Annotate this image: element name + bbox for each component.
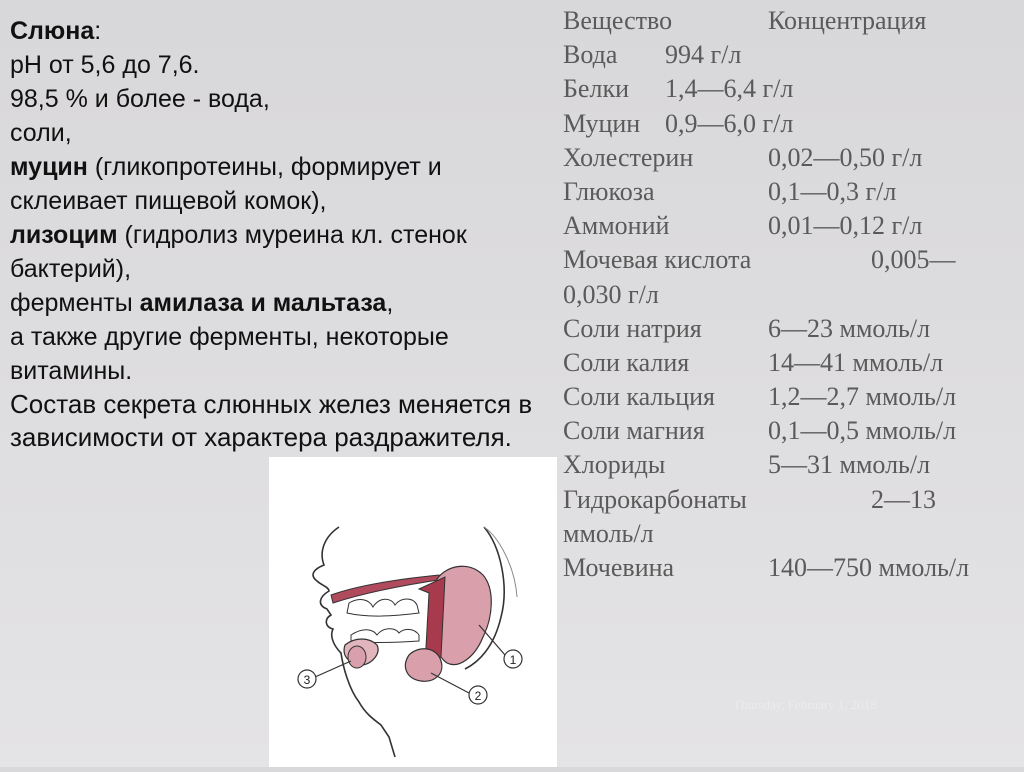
substance-concentration: 140—750 ммоль/л — [768, 553, 970, 582]
ph-line: pH от 5,6 до 7,6. — [10, 51, 200, 79]
substance-name: Хлориды — [563, 450, 666, 480]
header-concentration: Концентрация — [768, 6, 927, 35]
table-row — [563, 38, 1018, 72]
substance-concentration: 14—41 ммоль/л — [768, 347, 944, 377]
substance-name: Мочевая кислота — [563, 245, 752, 275]
lysozyme-term: лизоцим — [10, 221, 118, 249]
substance-concentration: 1,2—2,7 ммоль/л — [768, 382, 957, 412]
substance-concentration: 0,02—0,50 г/л — [768, 142, 923, 172]
upper-teeth — [347, 599, 419, 616]
substance-concentration: 0,01—0,12 г/л — [768, 211, 923, 241]
table-header — [563, 4, 1018, 38]
salivary-glands-figure — [269, 457, 557, 767]
mucin-term: муцин — [10, 153, 88, 181]
substance-name: Мочевина — [563, 553, 675, 582]
callout-line-1 — [479, 625, 505, 655]
enzymes-line — [10, 286, 558, 320]
sublingual-gland-lobe — [348, 646, 366, 668]
substance-name: Соли кальция — [563, 382, 716, 412]
enzymes-end: , — [386, 289, 394, 317]
title-colon: : — [94, 17, 102, 45]
substance-name: Белки — [563, 74, 629, 104]
substance-name: Аммоний — [563, 211, 670, 241]
callout-line-2 — [431, 673, 469, 693]
saliva-composition-table — [563, 4, 1018, 585]
mucin-line — [10, 150, 558, 218]
substance-name: ммоль/л — [563, 518, 654, 548]
table-row — [563, 243, 1018, 277]
title-line — [10, 14, 558, 48]
mucin-text: (гликопротеины, формирует и склеивает пищевой комок), — [10, 153, 442, 215]
substance-name: Соли натрия — [563, 313, 702, 343]
callout-label-2: 2 — [474, 689, 482, 703]
substance-concentration: 1,4—6,4 г/л — [665, 74, 794, 104]
table-row — [563, 380, 1018, 414]
saliva-description — [10, 14, 558, 454]
slide-date: Thursday, February 1, 2018 — [733, 697, 877, 712]
table-row — [563, 312, 1018, 346]
table-row — [563, 107, 1018, 141]
substance-name: Соли калия — [563, 347, 690, 377]
substance-name: Муцин — [563, 108, 641, 138]
table-row — [563, 346, 1018, 380]
table-row — [563, 414, 1018, 448]
callout-label-1: 1 — [509, 653, 517, 667]
enzymes-text: ферменты — [10, 289, 140, 317]
table-row — [563, 551, 1018, 585]
substance-concentration: 0,9—6,0 г/л — [665, 108, 794, 138]
table-row — [563, 141, 1018, 175]
salivary-glands-diagram — [269, 457, 557, 767]
saliva-title: Слюна — [10, 17, 95, 45]
table-row — [563, 483, 1018, 517]
substance-concentration: 6—23 ммоль/л — [768, 313, 931, 343]
substance-name: Гидрокарбонаты — [563, 484, 747, 514]
table-row — [563, 448, 1018, 482]
table-row — [563, 278, 1018, 312]
table-row — [563, 72, 1018, 106]
substance-name: Соли магния — [563, 416, 705, 446]
other-enzymes-line: а также другие ферменты, некоторые витамины. — [10, 323, 449, 385]
substance-name: 0,030 г/л — [563, 279, 659, 309]
substance-concentration: 2—13 — [871, 484, 936, 514]
substance-name: Глюкоза — [563, 176, 655, 206]
enzymes-term: амилаза и мальтаза — [139, 289, 387, 317]
callout-label-3: 3 — [303, 673, 311, 687]
substance-concentration: 0,005— — [871, 245, 956, 275]
substance-name: Холестерин — [563, 142, 694, 172]
table-row — [563, 517, 1018, 551]
substance-concentration: 0,1—0,3 г/л — [768, 176, 897, 206]
table-row — [563, 209, 1018, 243]
table-row — [563, 175, 1018, 209]
substance-concentration: 994 г/л — [665, 40, 742, 70]
substance-concentration: 0,1—0,5 ммоль/л — [768, 416, 957, 446]
substance-concentration: 5—31 ммоль/л — [768, 450, 931, 480]
lysozyme-text: (гидролиз муреина кл. стенок бактерий), — [10, 221, 467, 283]
substance-name: Вода — [563, 40, 618, 70]
header-substance: Вещество — [563, 6, 673, 35]
salts-line: соли, — [10, 119, 72, 147]
water-line: 98,5 % и более - вода, — [10, 85, 270, 113]
composition-line: Состав секрета слюнных желез меняется в зависимости от характера раздражителя. — [10, 389, 533, 452]
table-rows — [563, 38, 1018, 585]
lysozyme-line — [10, 218, 558, 286]
